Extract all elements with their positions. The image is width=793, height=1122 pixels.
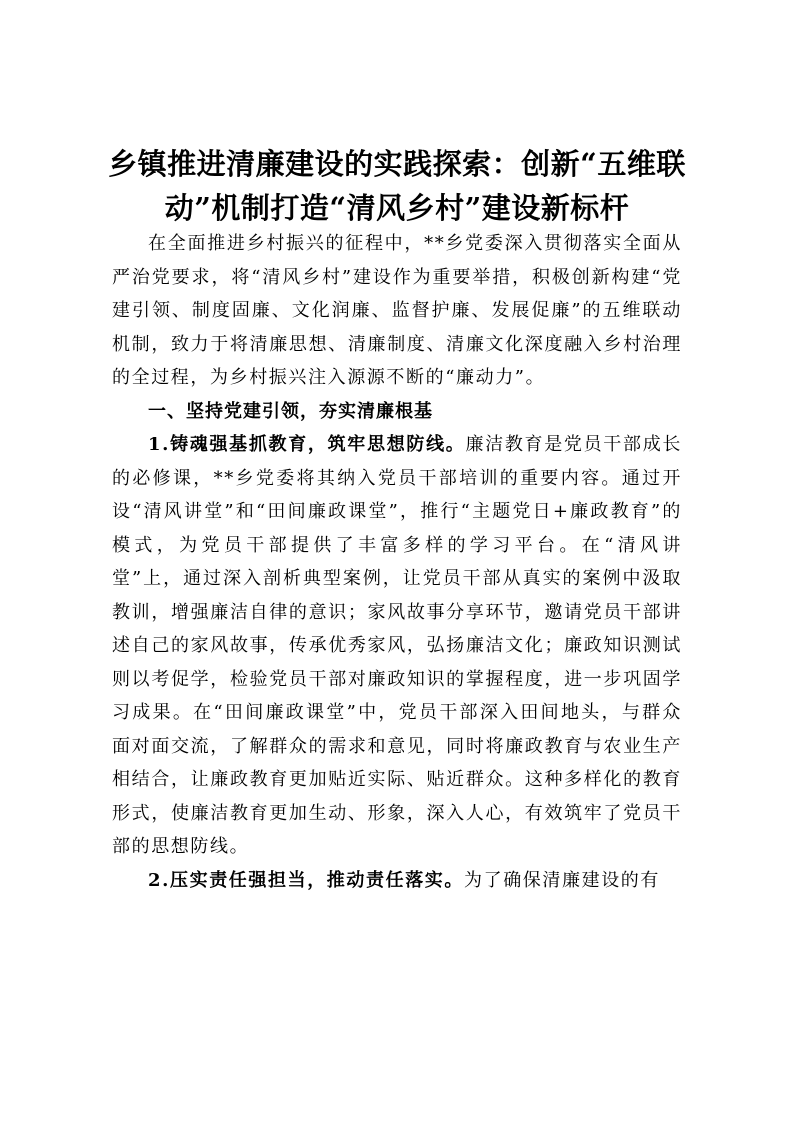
item-1-text: 廉洁教育是党员干部成长的必修课，**乡党委将其纳入党员干部培训的重要内容。通过开设“清风讲堂”和“田间廉政课堂”，推行“主题党日+廉政教育”的模式，为党员干部提供了丰富多样的学习平台。在“清风讲堂”上，通过深入剖析典型案例，让党员干部从真实的案例中汲取教训，增强廉洁自律的意识；家风故事分享环节，邀请党员干部讲述自己的家风故事，传承优秀家风，弘扬廉洁文化；廉政知识测试则以考促学，检验党员干部对廉政知识的掌握程度，进一步巩固学习成果。在“田间廉政课堂”中，党员干部深入田间地头，与群众面对面交流，了解群众的需求和意见，同时将廉政教育与农业生产相结合，让廉政教育更加贴近实际、贴近群众。这种多样化的教育形式，使廉洁教育更加生动、形象，深入人心，有效筑牢了党员干部的思想防线。 [112, 434, 682, 857]
item-2-paragraph [112, 864, 682, 898]
intro-paragraph: 在全面推进乡村振兴的征程中，**乡党委深入贯彻落实全面从严治党要求，将“清风乡村”建设作为重要举措，积极创新构建“党建引领、制度固廉、文化润廉、监督护廉、发展促廉”的五维联动机制，致力于将清廉思想、清廉制度、清廉文化深度融入乡村治理的全过程，为乡村振兴注入源源不断的“廉动力”。 [112, 233, 682, 388]
section-heading-1: 一、坚持党建引领，夯实清廉根基 [148, 400, 433, 422]
item-2-text: 为了确保清廉建设的有 [464, 869, 660, 891]
item-1-paragraph [112, 428, 682, 864]
document-body [112, 227, 682, 897]
item-2-lead: 2.压实责任强担当，推动责任落实。 [148, 869, 464, 891]
document-title: 乡镇推进清廉建设的实践探索：创新“五维联动”机制打造“清风乡村”建设新标杆 [108, 147, 686, 225]
item-1-lead: 1.铸魂强基抓教育，筑牢思想防线。 [148, 434, 466, 455]
